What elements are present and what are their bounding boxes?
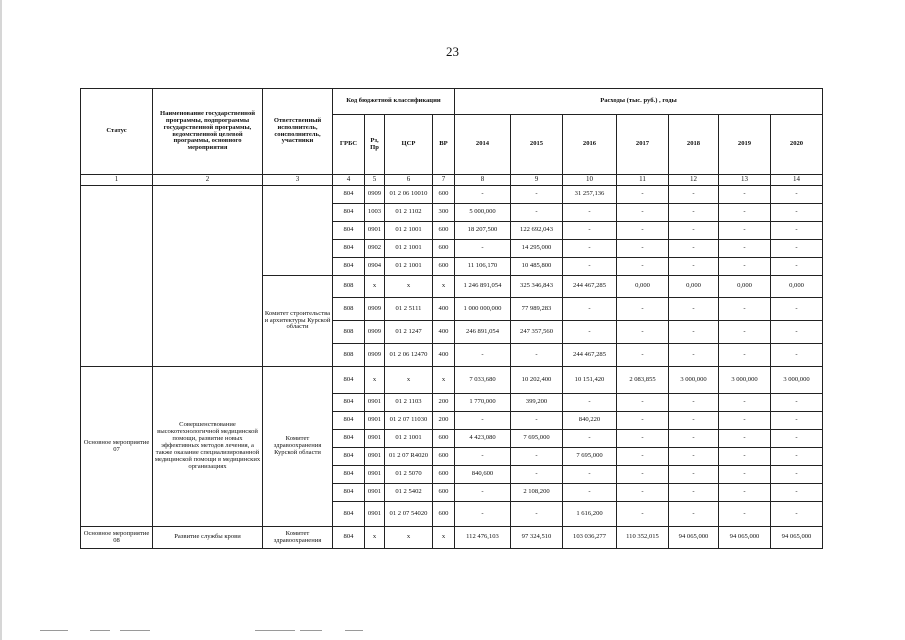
cell-2015: - [511, 466, 563, 484]
program-name-cell: Развитие службы крови [153, 527, 263, 549]
cell-grbs: 804 [333, 466, 365, 484]
header-year: 2017 [617, 115, 669, 175]
cell-2019: - [719, 321, 771, 344]
cell-2016: - [563, 222, 617, 240]
cell-2014: 1 770,000 [455, 394, 511, 412]
column-number: 8 [455, 175, 511, 186]
cell-2015: 10 202,400 [511, 367, 563, 394]
cell-csr: x [385, 276, 433, 298]
cell-2019: 0,000 [719, 276, 771, 298]
column-number: 9 [511, 175, 563, 186]
cell-2020: - [771, 321, 823, 344]
cell-2020: - [771, 448, 823, 466]
cell-2014: 5 000,000 [455, 204, 511, 222]
header-year: 2014 [455, 115, 511, 175]
header-year: 2018 [669, 115, 719, 175]
table-row [81, 527, 823, 549]
column-number: 1 [81, 175, 153, 186]
cell-2014: 1 246 891,054 [455, 276, 511, 298]
cell-grbs: 804 [333, 502, 365, 527]
cell-2015: - [511, 344, 563, 367]
cell-2017: - [617, 222, 669, 240]
cell-2020: 94 065,000 [771, 527, 823, 549]
cell-2020: - [771, 394, 823, 412]
cell-2015: 77 989,283 [511, 298, 563, 321]
cell-2016: 7 695,000 [563, 448, 617, 466]
cell-2020: - [771, 430, 823, 448]
status-cell [81, 186, 153, 367]
table-body [81, 186, 823, 549]
cell-2018: - [669, 186, 719, 204]
cell-2016: - [563, 321, 617, 344]
cell-2015: - [511, 186, 563, 204]
cell-2017: - [617, 204, 669, 222]
cell-2016: - [563, 394, 617, 412]
cell-csr: 01 2 07 11030 [385, 412, 433, 430]
cell-2019: - [719, 240, 771, 258]
column-number: 7 [433, 175, 455, 186]
cell-csr: 01 2 1001 [385, 222, 433, 240]
status-cell: Основное мероприятие 08 [81, 527, 153, 549]
cell-grbs: 808 [333, 276, 365, 298]
cell-csr: 01 2 1102 [385, 204, 433, 222]
cell-grbs: 804 [333, 186, 365, 204]
cell-2018: - [669, 502, 719, 527]
budget-table [80, 88, 823, 549]
cell-2014: 7 033,680 [455, 367, 511, 394]
cell-vr: 200 [433, 412, 455, 430]
cell-csr: 01 2 5070 [385, 466, 433, 484]
cell-vr: 600 [433, 448, 455, 466]
cell-rzpr: 0909 [365, 186, 385, 204]
program-name-cell [153, 186, 263, 367]
cell-2014: - [455, 240, 511, 258]
column-number: 10 [563, 175, 617, 186]
cell-rzpr: x [365, 367, 385, 394]
header-grbs: ГРБС [333, 115, 365, 175]
column-number: 11 [617, 175, 669, 186]
cell-vr: x [433, 276, 455, 298]
header-status: Статус [81, 89, 153, 175]
cell-2018: - [669, 466, 719, 484]
cell-rzpr: 0901 [365, 466, 385, 484]
cell-rzpr: 0901 [365, 412, 385, 430]
cell-2016: - [563, 430, 617, 448]
cell-2015: 2 108,200 [511, 484, 563, 502]
cell-2017: 0,000 [617, 276, 669, 298]
header-program-name: Наименование государственной программы, подпрограммы государственной программы, ведомственной целевой программы, основного мероприятия [153, 89, 263, 175]
cell-csr: 01 2 1001 [385, 240, 433, 258]
cell-rzpr: x [365, 527, 385, 549]
cell-2014: 1 000 000,000 [455, 298, 511, 321]
cell-rzpr: 0901 [365, 502, 385, 527]
cell-2014: - [455, 186, 511, 204]
cell-rzpr: 0909 [365, 321, 385, 344]
cell-grbs: 804 [333, 448, 365, 466]
cell-csr: 01 2 07 R4020 [385, 448, 433, 466]
cell-2018: - [669, 448, 719, 466]
cell-2020: - [771, 466, 823, 484]
cell-2018: 0,000 [669, 276, 719, 298]
column-number: 5 [365, 175, 385, 186]
header-csr: ЦСР [385, 115, 433, 175]
column-number: 12 [669, 175, 719, 186]
cell-2018: - [669, 430, 719, 448]
cell-2019: - [719, 412, 771, 430]
cell-2016: 103 036,277 [563, 527, 617, 549]
cell-vr: 600 [433, 430, 455, 448]
cell-2020: - [771, 344, 823, 367]
cell-2020: - [771, 222, 823, 240]
table-row [81, 186, 823, 204]
cell-2015: 14 295,000 [511, 240, 563, 258]
cell-rzpr: x [365, 276, 385, 298]
cell-vr: x [433, 367, 455, 394]
cell-csr: x [385, 367, 433, 394]
program-name-cell: Совершенствование высокотехнологичной медицинской помощи, развитие новых эффективных методов лечения, а также оказание специализированной медицинской помощи в медицинских организациях [153, 367, 263, 527]
cell-2015: 325 346,843 [511, 276, 563, 298]
cell-csr: 01 2 5402 [385, 484, 433, 502]
cell-2018: - [669, 394, 719, 412]
cell-2017: - [617, 448, 669, 466]
cell-2020: 3 000,000 [771, 367, 823, 394]
cell-2018: - [669, 222, 719, 240]
header-year: 2020 [771, 115, 823, 175]
cell-2017: - [617, 430, 669, 448]
cell-vr: 600 [433, 466, 455, 484]
cell-2020: - [771, 412, 823, 430]
cell-vr: 400 [433, 298, 455, 321]
cell-2016: 10 151,420 [563, 367, 617, 394]
cell-grbs: 804 [333, 240, 365, 258]
cell-2015: 122 692,043 [511, 222, 563, 240]
cell-2016: 244 467,285 [563, 276, 617, 298]
cell-rzpr: 0909 [365, 298, 385, 321]
cell-2016: - [563, 258, 617, 276]
cell-2018: - [669, 298, 719, 321]
cell-rzpr: 0901 [365, 430, 385, 448]
cell-vr: 600 [433, 484, 455, 502]
status-cell: Основное мероприятие 07 [81, 367, 153, 527]
cell-2019: - [719, 258, 771, 276]
cell-csr: 01 2 1001 [385, 430, 433, 448]
column-number: 13 [719, 175, 771, 186]
cell-grbs: 804 [333, 204, 365, 222]
cell-2015: - [511, 412, 563, 430]
cell-2016: 840,220 [563, 412, 617, 430]
header-year: 2019 [719, 115, 771, 175]
cell-2019: 3 000,000 [719, 367, 771, 394]
cell-rzpr: 0904 [365, 258, 385, 276]
cell-2020: - [771, 186, 823, 204]
cell-2016: 1 616,200 [563, 502, 617, 527]
cell-2015: 97 324,510 [511, 527, 563, 549]
cell-grbs: 808 [333, 298, 365, 321]
cell-vr: 600 [433, 502, 455, 527]
cell-2018: 94 065,000 [669, 527, 719, 549]
cell-grbs: 804 [333, 258, 365, 276]
cell-vr: x [433, 527, 455, 549]
cell-2015: 10 485,800 [511, 258, 563, 276]
cell-rzpr: 0902 [365, 240, 385, 258]
cell-2016: - [563, 484, 617, 502]
cell-2020: - [771, 298, 823, 321]
cell-grbs: 808 [333, 321, 365, 344]
cell-2018: - [669, 240, 719, 258]
cell-2017: 2 083,855 [617, 367, 669, 394]
table-row [81, 367, 823, 394]
responsible-cell: Комитет здравоохранения Курской области [263, 367, 333, 527]
column-number: 4 [333, 175, 365, 186]
cell-vr: 600 [433, 258, 455, 276]
cell-2014: 11 106,170 [455, 258, 511, 276]
cell-2017: - [617, 412, 669, 430]
cell-2017: - [617, 258, 669, 276]
cell-2018: 3 000,000 [669, 367, 719, 394]
cell-2014: 4 423,080 [455, 430, 511, 448]
cell-2016: - [563, 466, 617, 484]
cell-2015: - [511, 204, 563, 222]
cell-2014: - [455, 448, 511, 466]
cell-2020: - [771, 204, 823, 222]
scan-edge-shadow [0, 0, 2, 640]
cell-2017: - [617, 298, 669, 321]
cell-2016: - [563, 298, 617, 321]
header-vr: ВР [433, 115, 455, 175]
cell-2015: 247 357,560 [511, 321, 563, 344]
cell-grbs: 804 [333, 484, 365, 502]
header-year: 2016 [563, 115, 617, 175]
cell-2016: - [563, 204, 617, 222]
column-number: 6 [385, 175, 433, 186]
cell-2019: - [719, 204, 771, 222]
cell-2017: - [617, 344, 669, 367]
cell-2018: - [669, 344, 719, 367]
cell-2017: - [617, 186, 669, 204]
cell-2016: - [563, 240, 617, 258]
cell-grbs: 804 [333, 394, 365, 412]
cell-2020: - [771, 240, 823, 258]
cell-2014: 18 207,500 [455, 222, 511, 240]
header-budget-code: Код бюджетной классификации [333, 89, 455, 115]
cell-rzpr: 0901 [365, 448, 385, 466]
cell-rzpr: 0901 [365, 484, 385, 502]
cell-2015: 7 695,000 [511, 430, 563, 448]
cell-2017: - [617, 502, 669, 527]
cell-2020: - [771, 502, 823, 527]
cell-2019: - [719, 430, 771, 448]
header-year: 2015 [511, 115, 563, 175]
cell-2015: 399,200 [511, 394, 563, 412]
scan-footer-marks [0, 630, 905, 634]
cell-2015: - [511, 502, 563, 527]
cell-csr: 01 2 06 10010 [385, 186, 433, 204]
cell-2016: 244 467,285 [563, 344, 617, 367]
cell-grbs: 804 [333, 367, 365, 394]
cell-2017: - [617, 394, 669, 412]
cell-2018: - [669, 484, 719, 502]
cell-rzpr: 1003 [365, 204, 385, 222]
cell-2019: - [719, 466, 771, 484]
cell-csr: 01 2 1103 [385, 394, 433, 412]
cell-grbs: 804 [333, 412, 365, 430]
column-number: 3 [263, 175, 333, 186]
cell-2014: - [455, 344, 511, 367]
cell-2017: - [617, 466, 669, 484]
cell-2019: - [719, 344, 771, 367]
cell-2014: - [455, 502, 511, 527]
header-row-top [81, 89, 823, 115]
cell-csr: 01 2 5111 [385, 298, 433, 321]
responsible-cell: Комитет строительства и архитектуры Курской области [263, 276, 333, 367]
cell-2014: 246 891,054 [455, 321, 511, 344]
cell-2019: - [719, 298, 771, 321]
cell-2017: - [617, 321, 669, 344]
cell-2018: - [669, 321, 719, 344]
cell-vr: 200 [433, 394, 455, 412]
cell-2014: - [455, 412, 511, 430]
cell-grbs: 804 [333, 430, 365, 448]
cell-2018: - [669, 258, 719, 276]
cell-2019: - [719, 448, 771, 466]
cell-grbs: 808 [333, 344, 365, 367]
cell-2019: 94 065,000 [719, 527, 771, 549]
cell-2018: - [669, 204, 719, 222]
cell-2017: - [617, 484, 669, 502]
cell-2017: 110 352,015 [617, 527, 669, 549]
cell-vr: 400 [433, 344, 455, 367]
cell-vr: 300 [433, 204, 455, 222]
cell-2020: - [771, 258, 823, 276]
cell-2019: - [719, 502, 771, 527]
cell-rzpr: 0901 [365, 222, 385, 240]
cell-2019: - [719, 222, 771, 240]
cell-grbs: 804 [333, 222, 365, 240]
column-number-row [81, 175, 823, 186]
cell-2015: - [511, 448, 563, 466]
cell-csr: x [385, 527, 433, 549]
cell-2019: - [719, 394, 771, 412]
cell-csr: 01 2 07 54020 [385, 502, 433, 527]
responsible-cell: Комитет здравоохранения [263, 527, 333, 549]
cell-2014: 840,600 [455, 466, 511, 484]
cell-csr: 01 2 06 12470 [385, 344, 433, 367]
cell-2018: - [669, 412, 719, 430]
header-expenses: Расходы (тыс. руб.) , годы [455, 89, 823, 115]
cell-2020: - [771, 484, 823, 502]
cell-vr: 400 [433, 321, 455, 344]
header-responsible: Ответственный исполнитель, соисполнитель, участники [263, 89, 333, 175]
cell-csr: 01 2 1001 [385, 258, 433, 276]
cell-2019: - [719, 186, 771, 204]
header-rzpr: Рз, Пр [365, 115, 385, 175]
cell-rzpr: 0901 [365, 394, 385, 412]
cell-vr: 600 [433, 240, 455, 258]
cell-2014: 112 476,103 [455, 527, 511, 549]
cell-csr: 01 2 1247 [385, 321, 433, 344]
cell-vr: 600 [433, 222, 455, 240]
cell-2016: 31 257,136 [563, 186, 617, 204]
cell-grbs: 804 [333, 527, 365, 549]
cell-2019: - [719, 484, 771, 502]
page-number: 23 [446, 44, 459, 59]
cell-vr: 600 [433, 186, 455, 204]
cell-2017: - [617, 240, 669, 258]
column-number: 2 [153, 175, 263, 186]
column-number: 14 [771, 175, 823, 186]
responsible-cell [263, 186, 333, 276]
cell-2014: - [455, 484, 511, 502]
cell-2020: 0,000 [771, 276, 823, 298]
cell-rzpr: 0909 [365, 344, 385, 367]
